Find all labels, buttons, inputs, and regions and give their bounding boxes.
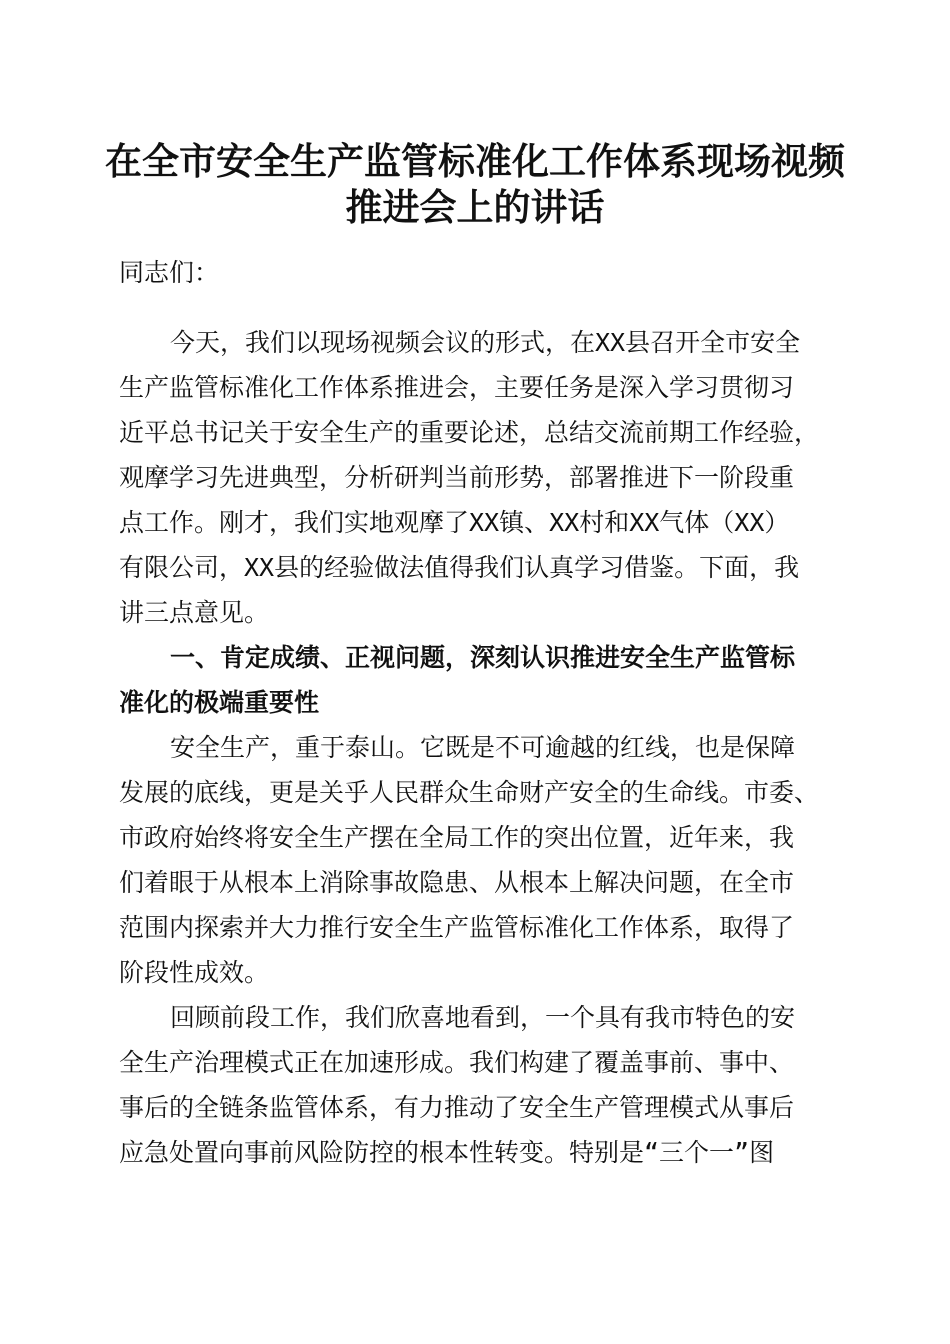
paragraph-3-line: 回顾前段工作，我们欣喜地看到，一个具有我市特色的安 [170, 1003, 796, 1032]
paragraph-1-line: 近平总书记关于安全生产的重要论述，总结交流前期工作经验， [119, 418, 820, 447]
section-heading-1-line: 一、肯定成绩、正视问题，深刻认识推进安全生产监管标 [170, 643, 796, 672]
paragraph-3-line: 全生产治理模式正在加速形成。我们构建了覆盖事前、事中、 [119, 1048, 795, 1077]
paragraph-1-line: 讲三点意见。 [119, 598, 270, 627]
paragraph-3-line: 应急处置向事前风险防控的根本性转变。特别是“三个一”图 [119, 1138, 775, 1167]
paragraph-1-line: 今天，我们以现场视频会议的形式，在XX县召开全市安全 [170, 328, 801, 357]
paragraph-1-line: 点工作。刚才，我们实地观摩了XX镇、XX村和XX气体（XX） [119, 508, 790, 537]
document-title-line-1: 在全市安全生产监管标准化工作体系现场视频 [105, 139, 845, 183]
document-title-line-2: 推进会上的讲话 [345, 185, 605, 229]
paragraph-1-line: 观摩学习先进典型，分析研判当前形势，部署推进下一阶段重 [119, 463, 795, 492]
paragraph-2-line: 发展的底线，更是关乎人民群众生命财产安全的生命线。市委、 [119, 778, 820, 807]
paragraph-3-line: 事后的全链条监管体系，有力推动了安全生产管理模式从事后 [119, 1093, 795, 1122]
paragraph-2-line: 安全生产，重于泰山。它既是不可逾越的红线，也是保障 [170, 733, 796, 762]
paragraph-2-line: 们着眼于从根本上消除事故隐患、从根本上解决问题，在全市 [119, 868, 795, 897]
section-heading-1-line: 准化的极端重要性 [119, 688, 320, 717]
paragraph-2-line: 范围内探索并大力推行安全生产监管标准化工作体系，取得了 [119, 913, 795, 942]
paragraph-1-line: 生产监管标准化工作体系推进会，主要任务是深入学习贯彻习 [119, 373, 795, 402]
paragraph-2-line: 市政府始终将安全生产摆在全局工作的突出位置，近年来，我 [119, 823, 795, 852]
paragraph-2-line: 阶段性成效。 [119, 958, 270, 987]
paragraph-1-line: 有限公司，XX县的经验做法值得我们认真学习借鉴。下面，我 [119, 553, 800, 582]
salutation: 同志们： [119, 258, 220, 287]
